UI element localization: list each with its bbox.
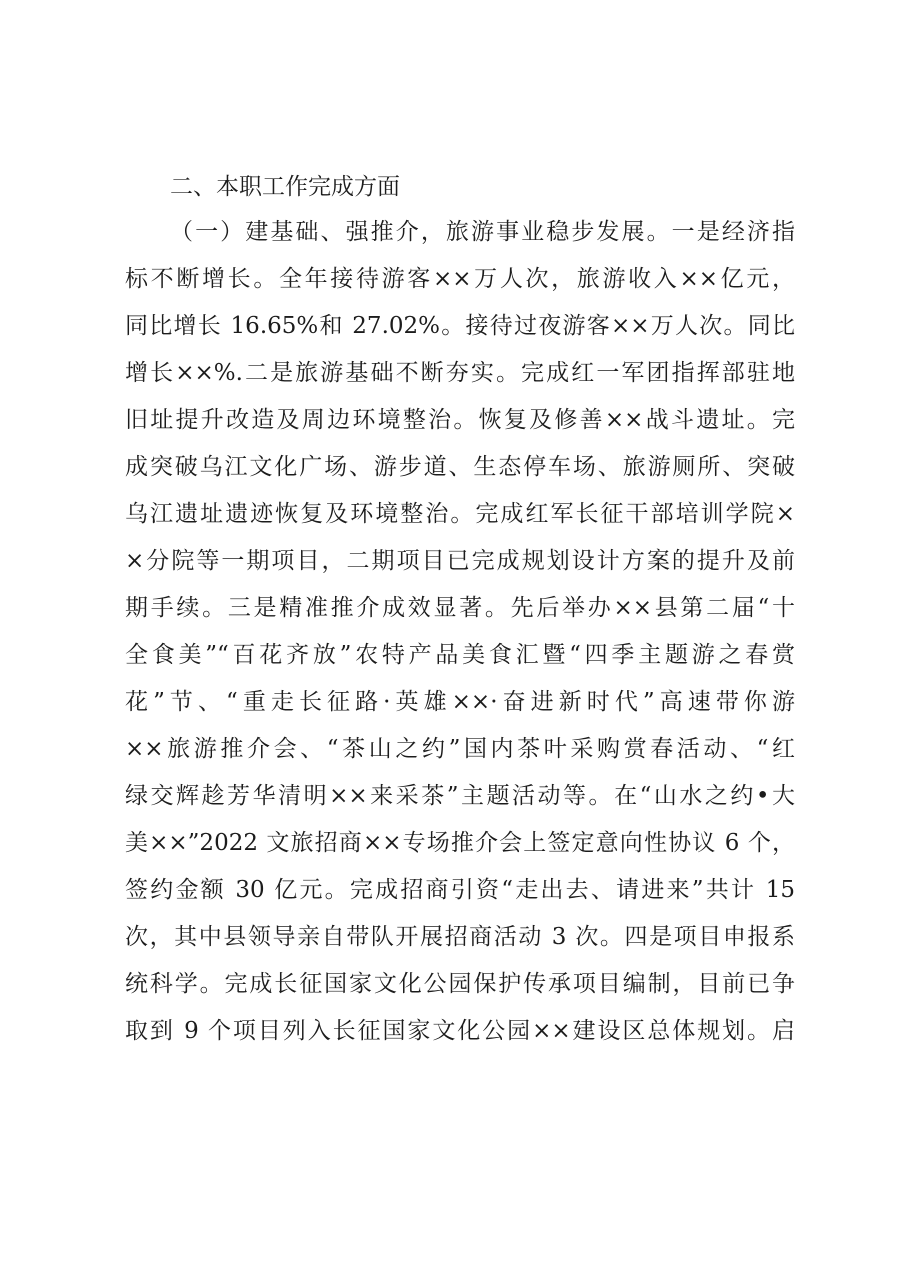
paragraph-line: ×分院等一期项目，二期项目已完成规划设计方案的提升及前 (125, 548, 795, 574)
paragraph-line: 绿交辉趁芳华清明××来采茶”主题活动等。在“山水之约•大 (125, 783, 795, 809)
paragraph-line: 花”节、“重走长征路·英雄××·奋进新时代”高速带你游 (125, 689, 795, 715)
paragraph-line: 成突破乌江文化广场、游步道、生态停车场、旅游厕所、突破 (125, 454, 795, 480)
paragraph-line: 取到 9 个项目列入长征国家文化公园××建设区总体规划。启 (125, 1018, 795, 1044)
paragraph-line: 次，其中县领导亲自带队开展招商活动 3 次。四是项目申报系 (125, 924, 795, 950)
paragraph-line: 乌江遗址遗迹恢复及环境整治。完成红军长征干部培训学院× (125, 501, 795, 527)
section-heading: 二、本职工作完成方面 (170, 174, 400, 200)
paragraph-line: 统科学。完成长征国家文化公园保护传承项目编制，目前已争 (125, 971, 795, 997)
paragraph-line: 全食美”“百花齐放”农特产品美食汇暨“四季主题游之春赏 (125, 642, 795, 668)
paragraph-line: 标不断增长。全年接待游客××万人次，旅游收入××亿元， (125, 266, 795, 292)
paragraph-line: 签约金额 30 亿元。完成招商引资“走出去、请进来”共计 15 (125, 877, 795, 903)
paragraph-line: （一）建基础、强推介，旅游事业稳步发展。一是经济指 (170, 219, 795, 245)
paragraph-line: 美××”2022 文旅招商××专场推介会上签定意向性协议 6 个， (125, 830, 795, 856)
paragraph-line: 期手续。三是精准推介成效显著。先后举办××县第二届“十 (125, 595, 795, 621)
paragraph-line: ××旅游推介会、“茶山之约”国内茶叶采购赏春活动、“红 (125, 736, 795, 762)
paragraph-line: 增长××%.二是旅游基础不断夯实。完成红一军团指挥部驻地 (125, 360, 795, 386)
paragraph-line: 旧址提升改造及周边环境整治。恢复及修善××战斗遗址。完 (125, 407, 795, 433)
paragraph-line: 同比增长 16.65%和 27.02%。接待过夜游客××万人次。同比 (125, 313, 795, 339)
